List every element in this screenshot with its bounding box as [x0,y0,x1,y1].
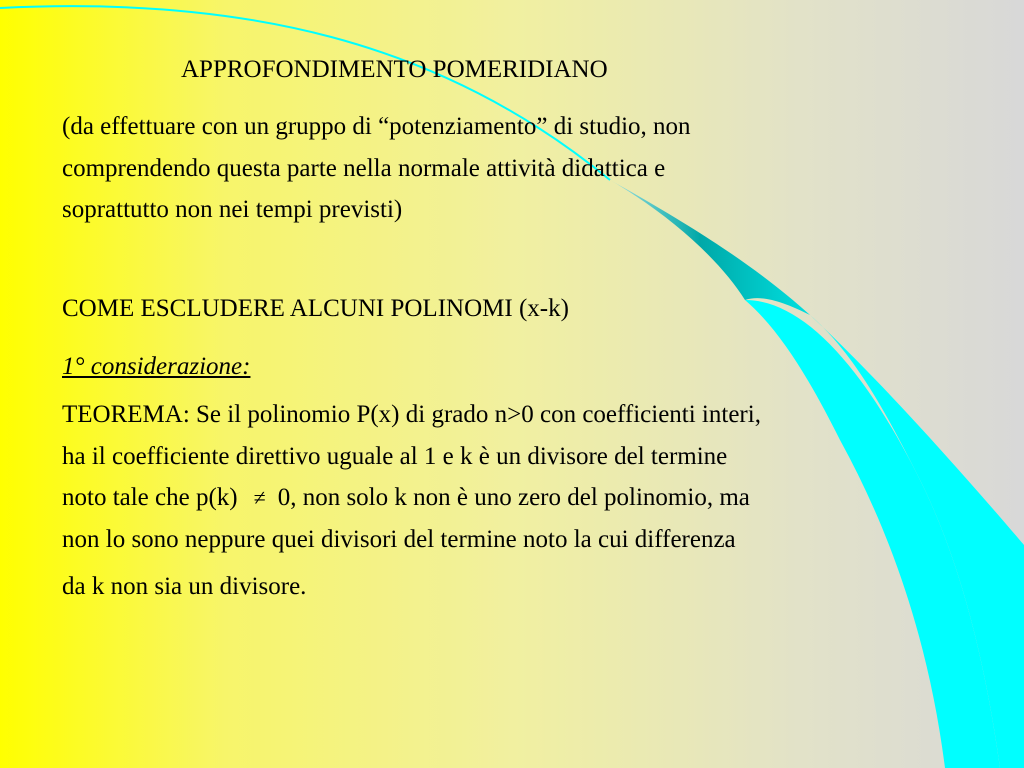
theorem-text: noto tale che p(k) [62,484,238,511]
not-equal-symbol: ≠ [253,485,266,510]
intro-line: comprendendo questa parte nella normale attività didattica e [62,154,666,182]
theorem-line: da k non sia un divisore. [62,573,307,600]
section-heading: COME ESCLUDERE ALCUNI POLINOMI (x-k) [62,295,569,322]
theorem-paragraph [62,394,761,608]
consideration-label: 1° considerazione: [62,353,251,380]
slide-title: APPROFONDIMENTO POMERIDIANO [181,56,608,83]
theorem-line: non lo sono neppure quei divisori del termine noto la cui differenza [62,525,736,553]
theorem-line: ha il coefficiente direttivo uguale al 1 e k è un divisore del termine [62,442,728,470]
intro-line: soprattutto non nei tempi previsti) [62,196,403,223]
theorem-line: TEOREMA: Se il polinomio P(x) di grado n>0 con coefficienti interi, [62,401,761,428]
theorem-line [62,477,761,519]
intro-line: (da effettuare con un gruppo di “potenziamento” di studio, non [62,113,691,140]
intro-paragraph [62,106,691,231]
theorem-text: 0, non solo k non è uno zero del polinomio, ma [277,484,750,511]
